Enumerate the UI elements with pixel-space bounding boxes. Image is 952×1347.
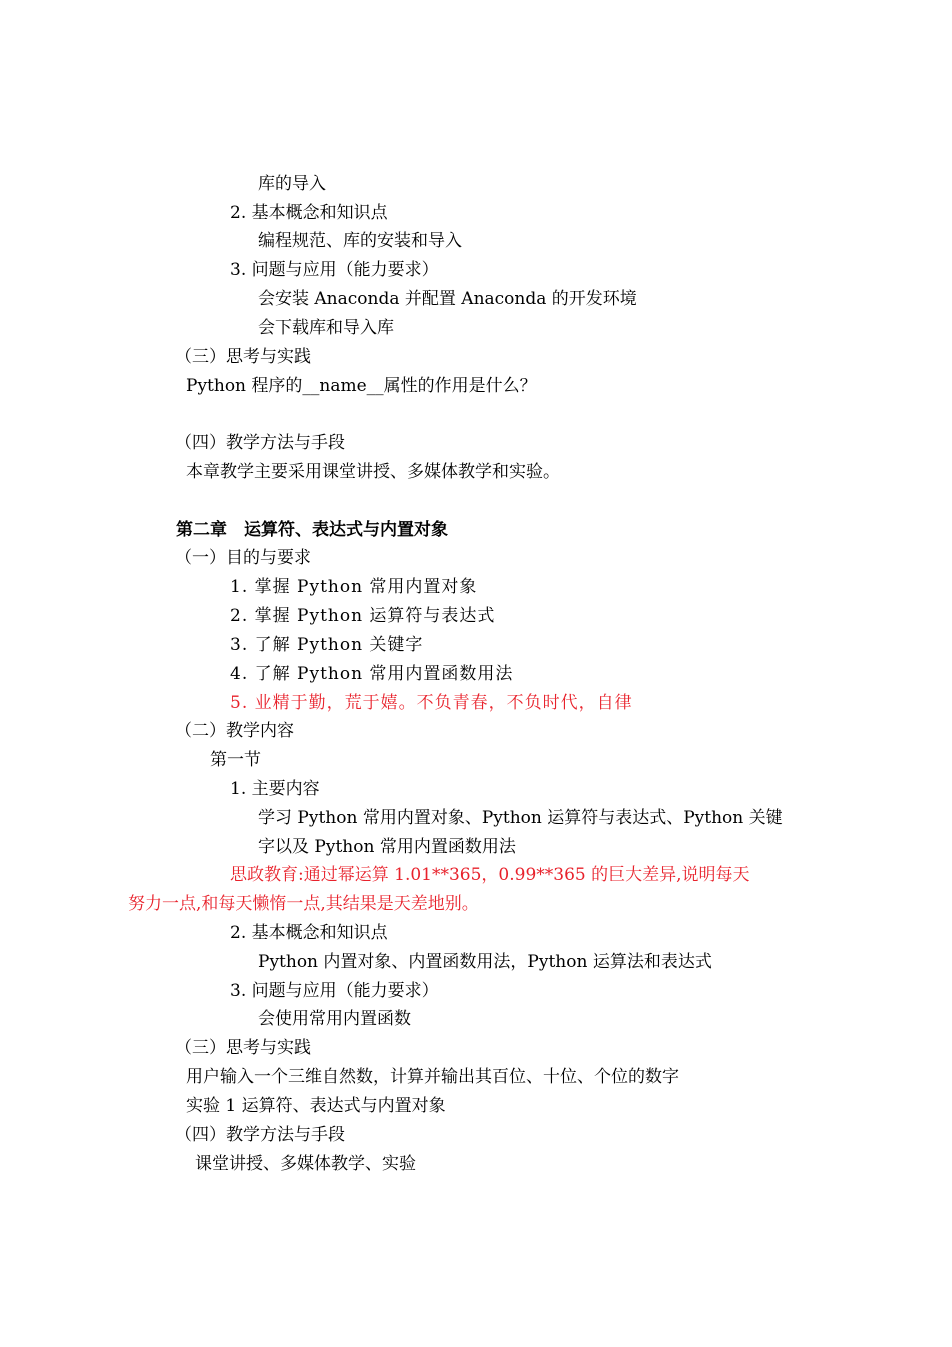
heading-basic-concepts-2: 2. 基本概念和知识点	[230, 923, 388, 943]
item-install-anaconda: 会安装 Anaconda 并配置 Anaconda 的开发环境	[258, 289, 637, 309]
heading-problems-applications: 3. 问题与应用（能力要求）	[230, 260, 439, 280]
text-ideology-education-1: 思政教育:通过幂运算 1.01**365，0.99**365 的巨大差异,说明每天	[230, 865, 750, 885]
subsection-first: 第一节	[210, 750, 261, 770]
section-thinking-practice: （三）思考与实践	[175, 347, 311, 367]
objective-3: 3. 了解 Python 关键字	[230, 635, 424, 655]
item-coding-standards: 编程规范、库的安装和导入	[258, 231, 462, 251]
heading-basic-concepts: 2. 基本概念和知识点	[230, 203, 388, 223]
objective-4: 4. 了解 Python 常用内置函数用法	[230, 664, 514, 684]
section-thinking-practice-2: （三）思考与实践	[175, 1038, 311, 1058]
item-download-libraries: 会下载库和导入库	[258, 318, 394, 338]
text-main-content-2: 字以及 Python 常用内置函数用法	[258, 837, 516, 857]
heading-problems-applications-2: 3. 问题与应用（能力要求）	[230, 981, 439, 1001]
section-objectives: （一）目的与要求	[175, 548, 311, 568]
text-main-content-1: 学习 Python 常用内置对象、Python 运算符与表达式、Python 关键	[258, 808, 783, 828]
question-name-attribute: Python 程序的__name__属性的作用是什么？	[186, 376, 537, 396]
chapter-two-title: 第二章 运算符、表达式与内置对象	[176, 520, 448, 540]
question-three-digit: 用户输入一个三维自然数，计算并输出其百位、十位、个位的数字	[186, 1067, 679, 1087]
text-experiment-1: 实验 1 运算符、表达式与内置对象	[186, 1096, 446, 1116]
objective-5-ideology: 5. 业精于勤，荒于嬉。不负青春，不负时代，自律	[230, 693, 633, 713]
text-teaching-methods-2: 课堂讲授、多媒体教学、实验	[195, 1154, 416, 1174]
section-teaching-methods-2: （四）教学方法与手段	[175, 1125, 345, 1145]
heading-main-content: 1. 主要内容	[230, 779, 320, 799]
section-teaching-content: （二）教学内容	[175, 721, 294, 741]
text-ideology-education-2: 努力一点,和每天懒惰一点,其结果是天差地别。	[128, 894, 479, 914]
section-teaching-methods: （四）教学方法与手段	[175, 433, 345, 453]
item-library-import: 库的导入	[258, 174, 326, 194]
objective-2: 2. 掌握 Python 运算符与表达式	[230, 606, 496, 626]
objective-1: 1. 掌握 Python 常用内置对象	[230, 577, 478, 597]
text-teaching-methods: 本章教学主要采用课堂讲授、多媒体教学和实验。	[186, 462, 560, 482]
item-builtin-objects: Python 内置对象、内置函数用法，Python 运算法和表达式	[258, 952, 712, 972]
item-use-builtin-functions: 会使用常用内置函数	[258, 1009, 411, 1029]
